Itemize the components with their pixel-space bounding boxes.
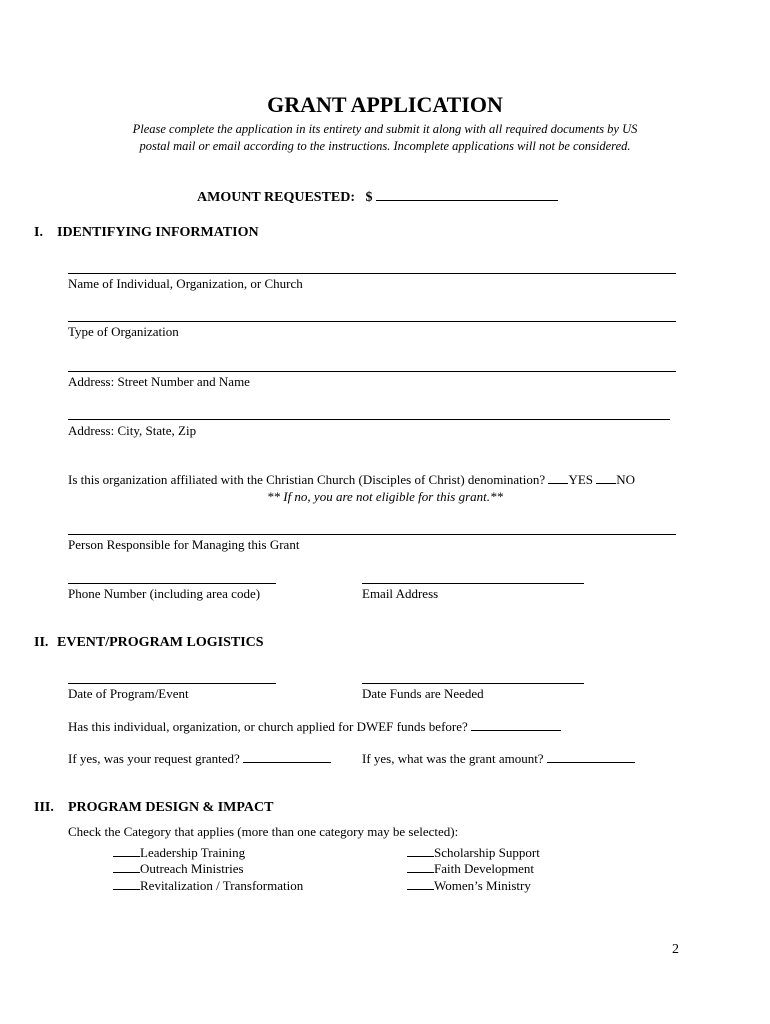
- section-1-title: IDENTIFYING INFORMATION: [57, 225, 259, 240]
- section-3-numeral: III.: [34, 800, 54, 815]
- amount-requested-field[interactable]: [376, 188, 558, 201]
- amount-requested-label: AMOUNT REQUESTED:: [197, 190, 356, 205]
- yes-label: YES: [568, 472, 593, 487]
- currency-symbol: $: [365, 190, 373, 205]
- organization-type-field[interactable]: [68, 321, 676, 322]
- street-address-label: Address: Street Number and Name: [68, 374, 250, 389]
- category-item-leadership-training: [113, 845, 245, 861]
- name-label: Name of Individual, Organization, or Church: [68, 276, 303, 291]
- section-3-title: PROGRAM DESIGN & IMPACT: [68, 800, 274, 815]
- category-checkbox[interactable]: [407, 845, 434, 857]
- category-instruction: Check the Category that applies (more than one category may be selected):: [68, 824, 459, 839]
- city-state-zip-label: Address: City, State, Zip: [68, 423, 197, 438]
- organization-type-label: Type of Organization: [68, 324, 179, 339]
- person-responsible-label: Person Responsible for Managing this Grant: [68, 537, 300, 552]
- category-label: Revitalization / Transformation: [140, 878, 304, 893]
- category-item-womens-ministry: [407, 878, 531, 894]
- category-checkbox[interactable]: [407, 861, 434, 873]
- category-label: Scholarship Support: [434, 845, 540, 860]
- no-label: NO: [616, 472, 636, 487]
- intro-line-2: postal mail or email according to the instructions. Incomplete applications will not be considered.: [139, 139, 631, 153]
- no-checkbox[interactable]: [596, 472, 616, 484]
- grant-amount-row: [362, 751, 635, 767]
- request-granted-field[interactable]: [243, 751, 331, 763]
- page-number: 2: [672, 942, 679, 957]
- affiliation-row: [68, 472, 635, 488]
- section-2-numeral: II.: [34, 635, 49, 650]
- category-label: Leadership Training: [140, 845, 246, 860]
- category-checkbox[interactable]: [407, 878, 434, 890]
- intro-line-1: Please complete the application in its entirety and submit it along with all required documents by US: [132, 122, 638, 136]
- section-2-title: EVENT/PROGRAM LOGISTICS: [57, 635, 264, 650]
- section-1-numeral: I.: [34, 225, 43, 240]
- grant-amount-question: If yes, what was the grant amount?: [362, 751, 544, 766]
- category-checkbox[interactable]: [113, 845, 140, 857]
- applied-before-question: Has this individual, organization, or church applied for DWEF funds before?: [68, 719, 468, 734]
- name-field[interactable]: [68, 273, 676, 274]
- email-field[interactable]: [362, 583, 584, 584]
- grant-amount-field[interactable]: [547, 751, 635, 763]
- amount-requested-row: [197, 188, 558, 206]
- applied-before-row: [68, 719, 561, 735]
- funds-date-label: Date Funds are Needed: [362, 686, 484, 701]
- category-label: Faith Development: [434, 861, 535, 876]
- category-item-outreach-ministries: [113, 861, 244, 877]
- category-item-faith-development: [407, 861, 534, 877]
- yes-checkbox[interactable]: [548, 472, 568, 484]
- street-address-field[interactable]: [68, 371, 676, 372]
- program-date-label: Date of Program/Event: [68, 686, 189, 701]
- category-label: Women’s Ministry: [434, 878, 531, 893]
- eligibility-note: ** If no, you are not eligible for this grant.**: [266, 489, 504, 504]
- applied-before-field[interactable]: [471, 719, 561, 731]
- phone-label: Phone Number (including area code): [68, 586, 261, 601]
- email-label: Email Address: [362, 586, 439, 601]
- affiliation-question: Is this organization affiliated with the Christian Church (Disciples of Christ) denomination?: [68, 472, 546, 487]
- person-responsible-field[interactable]: [68, 534, 676, 535]
- category-label: Outreach Ministries: [140, 861, 244, 876]
- city-state-zip-field[interactable]: [68, 419, 670, 420]
- category-item-revitalization: [113, 878, 303, 894]
- category-item-scholarship-support: [407, 845, 540, 861]
- funds-date-field[interactable]: [362, 683, 584, 684]
- category-checkbox[interactable]: [113, 878, 140, 890]
- category-checkbox[interactable]: [113, 861, 140, 873]
- request-granted-question: If yes, was your request granted?: [68, 751, 240, 766]
- request-granted-row: [68, 751, 331, 767]
- program-date-field[interactable]: [68, 683, 276, 684]
- phone-field[interactable]: [68, 583, 276, 584]
- page-title: GRANT APPLICATION: [267, 92, 503, 117]
